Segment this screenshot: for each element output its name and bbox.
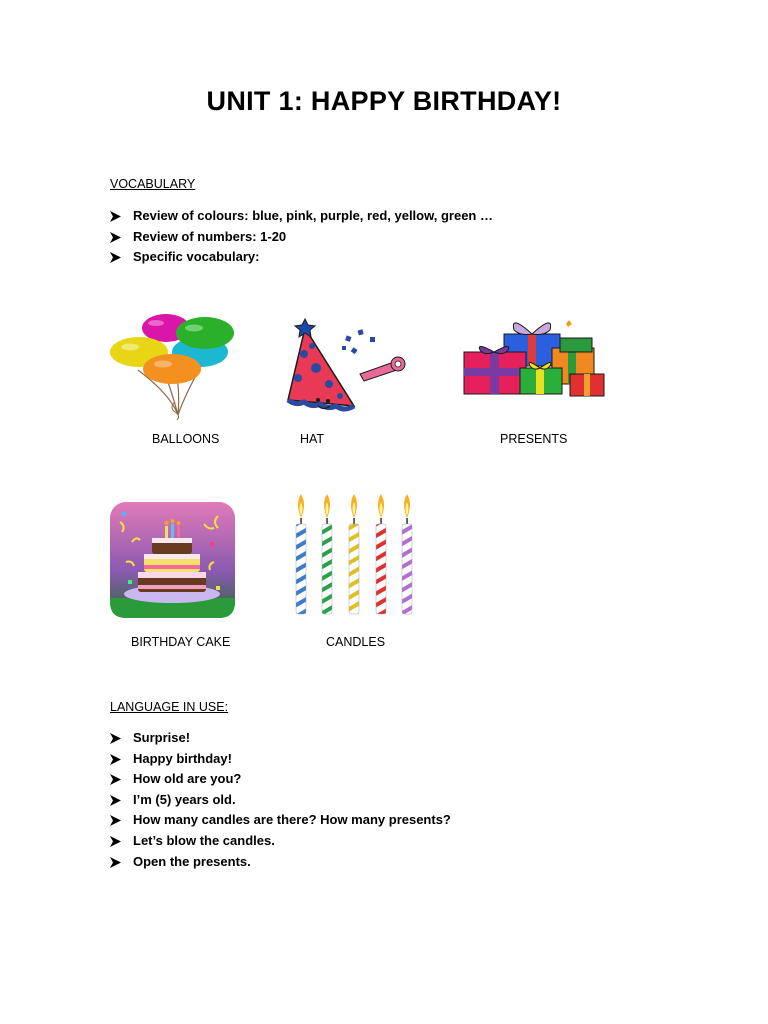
arrow-bullet-icon — [110, 836, 121, 847]
balloons-icon — [108, 312, 238, 420]
list-item-text: Happy birthday! — [133, 750, 232, 766]
caption-hat: HAT — [300, 432, 325, 446]
vocabulary-list — [110, 206, 493, 268]
caption-presents: PRESENTS — [500, 432, 568, 446]
list-item-text: Review of colours: blue, pink, purple, red, yellow, green … — [133, 208, 493, 223]
list-item-text: Open the presents. — [133, 853, 251, 869]
birthday-cake-icon — [110, 502, 235, 618]
language-heading: LANGUAGE IN USE: — [110, 700, 229, 714]
list-item — [110, 831, 451, 852]
list-item — [110, 247, 493, 268]
arrow-bullet-icon — [110, 232, 121, 243]
party-hat-icon — [284, 318, 414, 416]
caption-birthday-cake: BIRTHDAY CAKE — [131, 635, 231, 649]
candle-blue — [296, 494, 306, 614]
candle-purple — [402, 494, 412, 614]
presents-icon — [462, 316, 608, 400]
candle-yellow — [349, 494, 359, 614]
caption-balloons: BALLOONS — [152, 432, 220, 446]
list-item-text: I’m (5) years old. — [133, 791, 236, 807]
list-item-text: Review of numbers: 1-20 — [133, 228, 287, 244]
list-item — [110, 852, 451, 873]
list-item — [110, 728, 451, 749]
arrow-bullet-icon — [110, 857, 121, 868]
list-item — [110, 790, 451, 811]
arrow-bullet-icon — [110, 774, 121, 785]
caption-candles: CANDLES — [326, 635, 386, 649]
page-title: UNIT 1: HAPPY BIRTHDAY! — [206, 86, 562, 116]
language-list — [110, 728, 451, 872]
arrow-bullet-icon — [110, 795, 121, 806]
candle-green — [322, 494, 332, 614]
list-item-text: Surprise! — [133, 730, 191, 745]
arrow-bullet-icon — [110, 252, 121, 263]
list-item — [110, 769, 451, 790]
list-item-text: Let’s blow the candles. — [133, 832, 275, 848]
list-item-text: How old are you? — [133, 771, 242, 787]
list-item — [110, 810, 451, 831]
arrow-bullet-icon — [110, 733, 121, 744]
arrow-bullet-icon — [110, 815, 121, 826]
list-item — [110, 206, 493, 227]
list-item-text: How many candles are there? How many presents? — [133, 812, 451, 828]
list-item — [110, 749, 451, 770]
arrow-bullet-icon — [110, 211, 121, 222]
arrow-bullet-icon — [110, 754, 121, 765]
candles-icon — [288, 492, 418, 618]
list-item — [110, 227, 493, 248]
vocabulary-heading: VOCABULARY — [110, 177, 196, 191]
candle-red — [376, 494, 386, 614]
list-item-text: Specific vocabulary: — [133, 249, 260, 265]
